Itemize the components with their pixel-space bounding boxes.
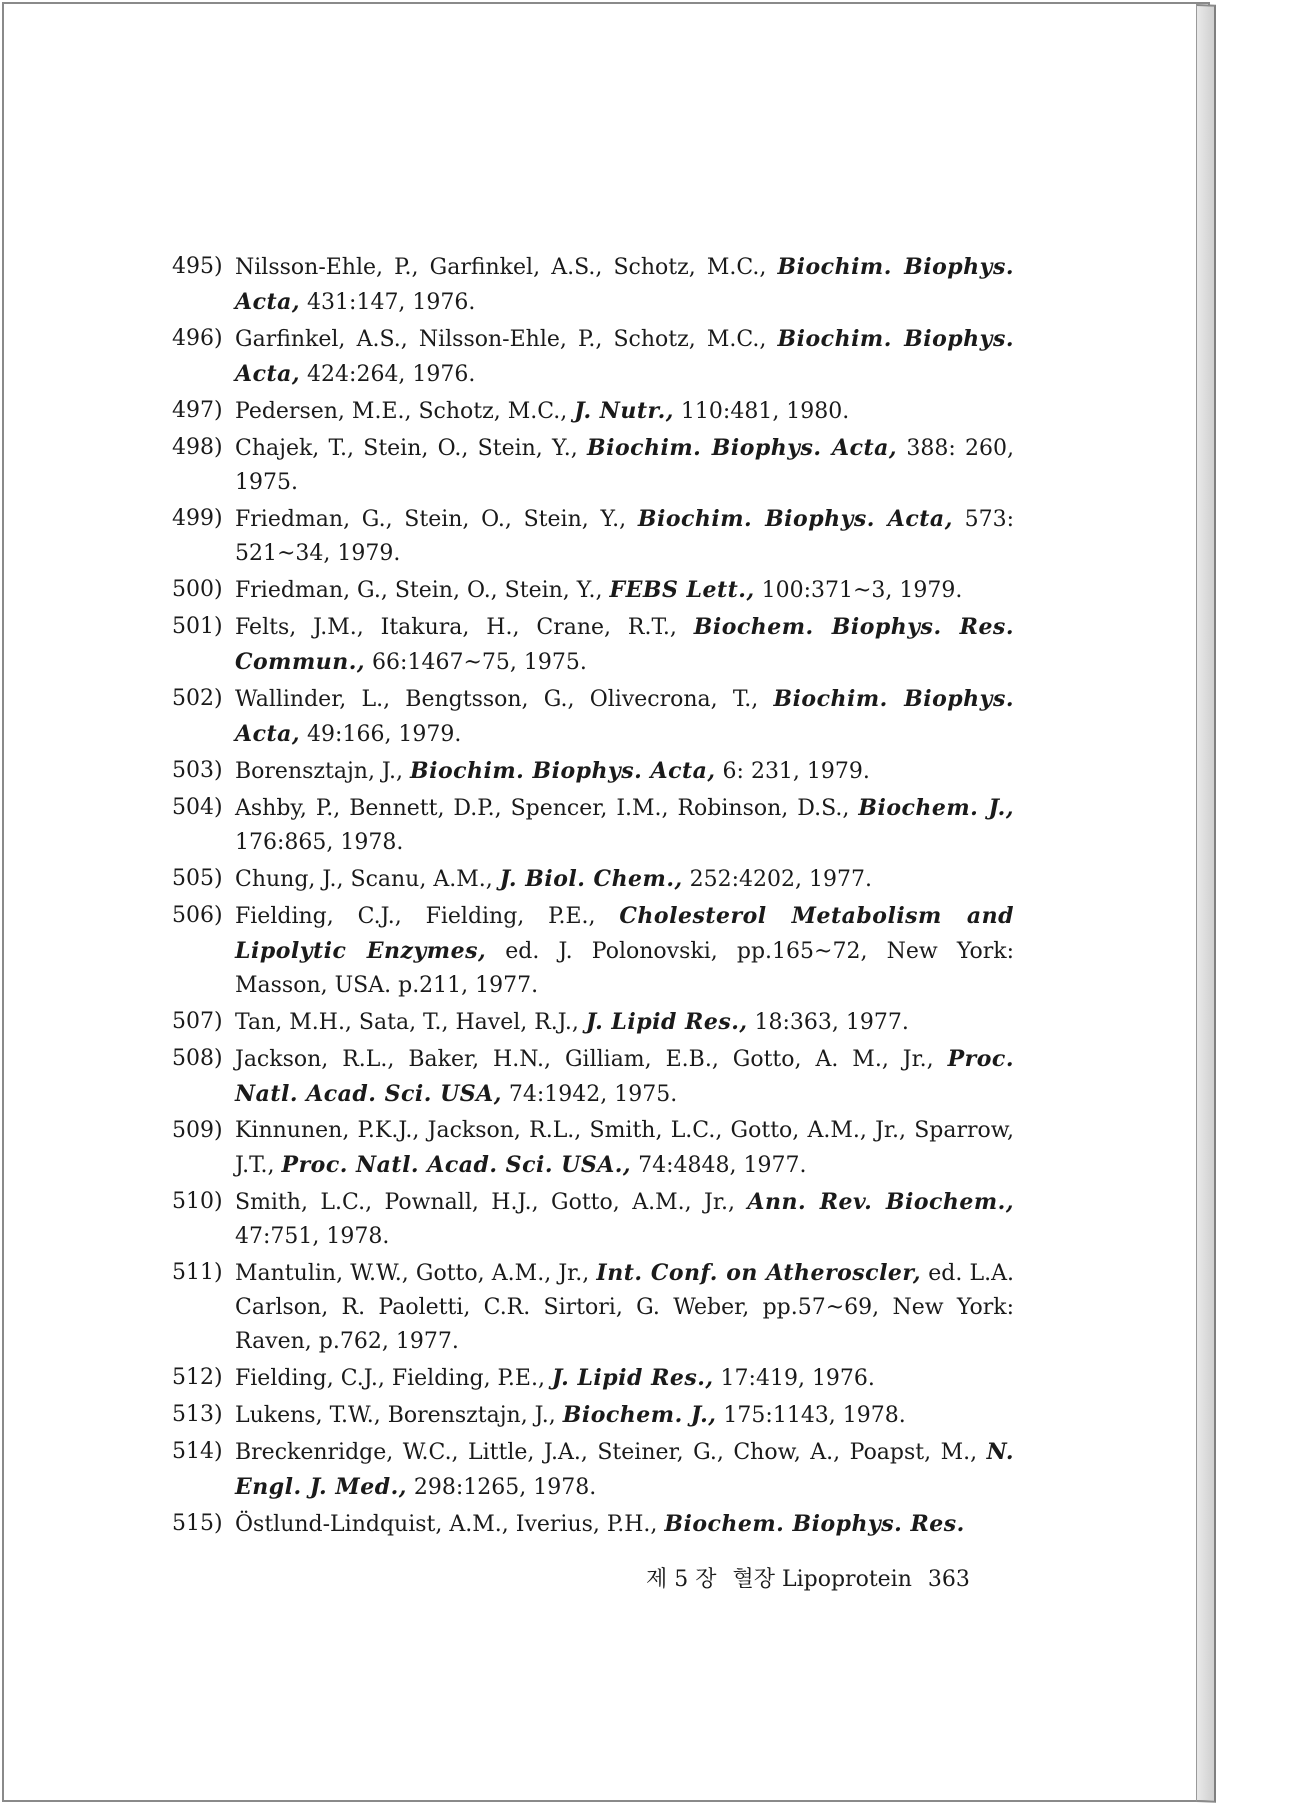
reference-citation: 66:1467~75, 1975. [365,650,587,675]
reference-item [172,1185,1014,1254]
reference-number: 498) [172,435,223,460]
reference-journal: FEBS Lett., [609,577,755,603]
reference-item [172,682,1014,752]
reference-item [172,1435,1014,1505]
reference-journal: Biochim. Biophys. Acta, [235,254,1014,315]
reference-authors: Friedman, G., Stein, O., Stein, Y., [235,578,610,603]
reference-authors: Mantulin, W.W., Gotto, A.M., Jr., [235,1261,597,1286]
reference-citation: 74:1942, 1975. [501,1082,678,1107]
reference-number: 496) [172,326,223,351]
reference-journal: Proc. Natl. Acad. Sci. USA, [235,1046,1014,1107]
reference-authors: Chajek, T., Stein, O., Stein, Y., [235,436,587,461]
reference-journal: Int. Conf. on Atheroscler, [596,1260,922,1286]
reference-authors: Fielding, C.J., Fielding, P.E., [235,904,620,929]
reference-list [172,250,1014,1544]
reference-authors: Fielding, C.J., Fielding, P.E., [235,1366,552,1391]
reference-citation: 573: 521~34, 1979. [235,507,1014,566]
reference-journal: Ann. Rev. Biochem., [747,1189,1014,1215]
reference-item [172,1361,1014,1396]
reference-journal: Biochim. Biophys. Acta, [410,758,716,784]
reference-item [172,610,1014,680]
reference-journal: Biochim. Biophys. Acta, [235,686,1014,747]
reference-item [172,899,1014,1003]
reference-journal: Proc. Natl. Acad. Sci. USA., [281,1152,632,1178]
page-number: 363 [927,1567,970,1592]
reference-number: 499) [172,506,223,531]
reference-number: 514) [172,1439,223,1464]
reference-item [172,322,1014,392]
reference-item [172,573,1014,608]
reference-number: 510) [172,1189,223,1214]
reference-item [172,1398,1014,1433]
reference-journal: Biochem. Biophys. Res. Commun., [235,614,1014,675]
reference-authors: Lukens, T.W., Borensztajn, J., [235,1403,563,1428]
reference-authors: Chung, J., Scanu, A.M., [235,867,500,892]
reference-citation: 47:751, 1978. [235,1224,390,1249]
reference-citation: 424:264, 1976. [300,362,476,387]
reference-citation: 49:166, 1979. [300,722,462,747]
reference-item [172,502,1014,571]
reference-citation: 388: 260, 1975. [235,436,1014,495]
reference-journal: Biochim. Biophys. Acta, [587,435,898,461]
reference-authors: Smith, L.C., Pownall, H.J., Gotto, A.M., Jr., [235,1190,748,1215]
reference-number: 506) [172,903,223,928]
reference-citation: 176:865, 1978. [235,830,404,855]
reference-citation: 110:481, 1980. [673,399,850,424]
reference-authors: Borensztajn, J., [235,759,411,784]
reference-journal: N. Engl. J. Med., [235,1439,1014,1500]
page-footer [646,1562,986,1593]
reference-number: 495) [172,254,223,279]
reference-journal: J. Lipid Res., [551,1365,714,1391]
reference-journal: J. Nutr., [574,398,674,424]
reference-authors: Felts, J.M., Itakura, H., Crane, R.T., [235,615,694,640]
reference-number: 497) [172,398,223,423]
page-edge [1196,4,1216,1803]
reference-journal: J. Biol. Chem., [499,866,683,892]
reference-item [172,791,1014,860]
reference-journal: Biochem. J., [858,795,1014,821]
reference-citation: 298:1265, 1978. [406,1475,597,1500]
reference-citation: ed. L.A. Carlson, R. Paoletti, C.R. Sirtori, G. Weber, pp.57~69, New York: Raven, p.762, 1977. [235,1261,1014,1354]
reference-number: 505) [172,866,223,891]
reference-item [172,394,1014,429]
reference-number: 502) [172,686,223,711]
reference-item [172,431,1014,500]
reference-number: 515) [172,1511,223,1536]
reference-authors: Östlund-Lindquist, A.M., Iverius, P.H., [235,1512,665,1537]
reference-journal: Biochem. Biophys. Res. [664,1511,965,1537]
reference-item [172,862,1014,897]
reference-citation: 175:1143, 1978. [716,1403,906,1428]
reference-number: 509) [172,1118,223,1143]
reference-authors: Garfinkel, A.S., Nilsson-Ehle, P., Schotz, M.C., [235,327,778,352]
reference-authors: Wallinder, L., Bengtsson, G., Olivecrona, T., [235,687,774,712]
reference-authors: Nilsson-Ehle, P., Garfinkel, A.S., Schotz, M.C., [235,255,778,280]
reference-number: 508) [172,1046,223,1071]
reference-number: 504) [172,795,223,820]
reference-journal: Biochim. Biophys. Acta, [637,506,953,532]
chapter-label: 제 5 장 [646,1567,717,1592]
reference-authors: Jackson, R.L., Baker, H.N., Gilliam, E.B., Gotto, A. M., Jr., [235,1047,948,1072]
reference-item [172,1256,1014,1359]
reference-authors: Tan, M.H., Sata, T., Havel, R.J., [235,1010,586,1035]
reference-item [172,1005,1014,1040]
reference-authors: Breckenridge, W.C., Little, J.A., Steiner, G., Chow, A., Poapst, M., [235,1440,987,1465]
reference-item [172,754,1014,789]
reference-citation: 74:4848, 1977. [631,1153,807,1178]
reference-number: 507) [172,1009,223,1034]
reference-journal: Biochem. J., [562,1402,717,1428]
reference-number: 512) [172,1365,223,1390]
reference-number: 511) [172,1260,223,1285]
reference-number: 501) [172,614,223,639]
reference-authors: Pedersen, M.E., Schotz, M.C., [235,399,575,424]
reference-citation: 17:419, 1976. [713,1366,875,1391]
reference-citation: 100:371~3, 1979. [754,578,963,603]
reference-item [172,1042,1014,1112]
reference-citation: 18:363, 1977. [747,1010,909,1035]
reference-citation: ed. J. Polonovski, pp.165~72, New York: Masson, USA. p.211, 1977. [235,939,1014,998]
reference-journal: Cholesterol Metabolism and Lipolytic Enzymes, [235,903,1014,964]
reference-number: 500) [172,577,223,602]
reference-number: 513) [172,1402,223,1427]
reference-item [172,1114,1014,1183]
reference-authors: Kinnunen, P.K.J., Jackson, R.L., Smith, L.C., Gotto, A.M., Jr., Sparrow, J.T., [235,1118,1014,1178]
reference-number: 503) [172,758,223,783]
reference-authors: Ashby, P., Bennett, D.P., Spencer, I.M., Robinson, D.S., [235,796,859,821]
reference-journal: Biochim. Biophys. Acta, [235,326,1014,387]
reference-citation: 431:147, 1976. [300,290,476,315]
section-title: 혈장 Lipoprotein [732,1567,912,1592]
reference-journal: J. Lipid Res., [585,1009,748,1035]
reference-citation: 252:4202, 1977. [682,867,873,892]
reference-citation: 6: 231, 1979. [715,759,870,784]
reference-item [172,250,1014,320]
reference-item [172,1507,1014,1542]
reference-authors: Friedman, G., Stein, O., Stein, Y., [235,507,638,532]
